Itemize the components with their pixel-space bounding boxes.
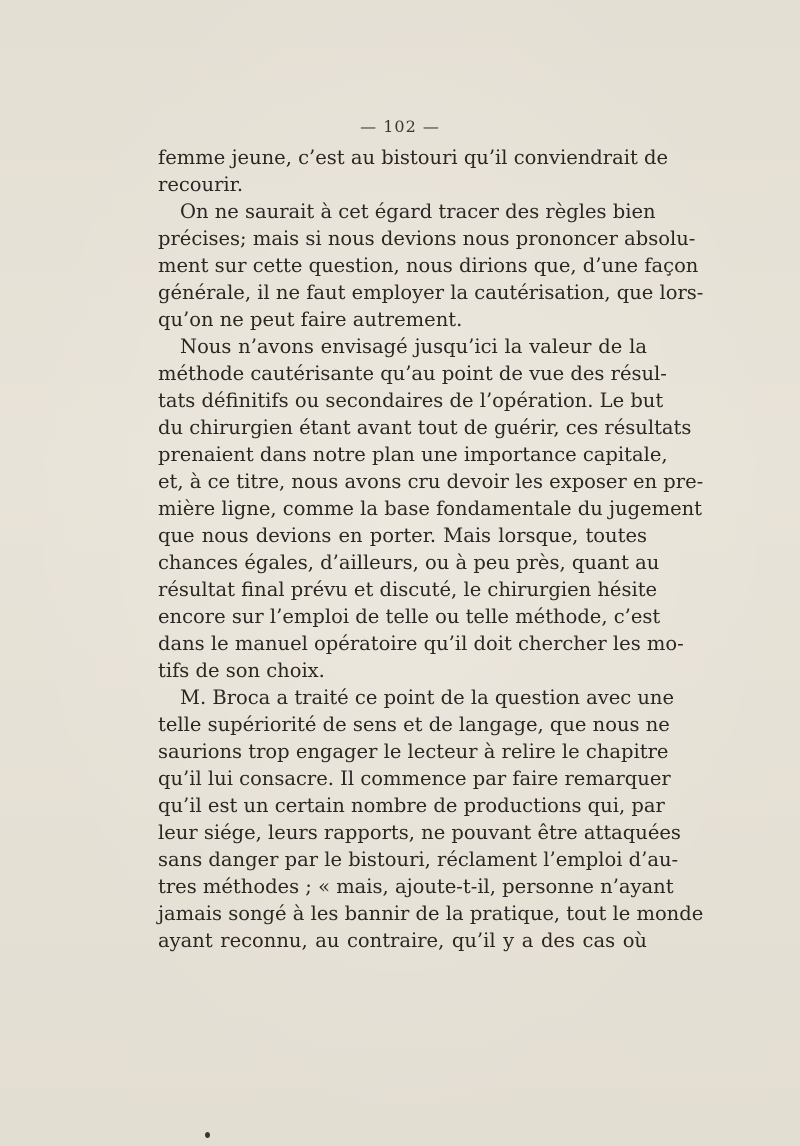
text-line: résultat final prévu et discuté, le chirurgien hésite [158, 578, 658, 601]
text-line: recourir. [158, 173, 244, 196]
text-line: M. Broca a traité ce point de la question avec une [180, 686, 675, 709]
text-line: chances égales, d’ailleurs, ou à peu près, quant au [158, 551, 660, 574]
text-line: mière ligne, comme la base fondamentale du jugement [158, 497, 703, 520]
ink-spot [205, 1132, 210, 1138]
text-line: méthode cautérisante qu’au point de vue des résul- [158, 362, 667, 385]
text-line: Nous n’avons envisagé jusqu’ici la valeur de la [180, 335, 647, 358]
text-line: dans le manuel opératoire qu’il doit chercher les mo- [158, 632, 684, 655]
text-line: prenaient dans notre plan une importance capitale, [158, 443, 668, 466]
text-line: femme jeune, c’est au bistouri qu’il conviendrait de [158, 146, 669, 169]
text-line: précises; mais si nous devions nous prononcer absolu- [158, 227, 696, 250]
body-text [158, 144, 704, 954]
text-line: que nous devions en porter. Mais lorsque, toutes [158, 524, 647, 547]
text-line: sans danger par le bistouri, réclament l’emploi d’au- [158, 848, 679, 871]
text-line: jamais songé à les bannir de la pratique, tout le monde [158, 902, 704, 925]
text-line: tres méthodes ; « mais, ajoute-t-il, personne n’ayant [158, 875, 674, 898]
text-line: ayant reconnu, au contraire, qu’il y a des cas où [158, 929, 647, 952]
text-line: tats définitifs ou secondaires de l’opération. Le but [158, 389, 664, 412]
text-line: encore sur l’emploi de telle ou telle méthode, c’est [158, 605, 661, 628]
text-line: tifs de son choix. [158, 659, 325, 682]
text-line: qu’il lui consacre. Il commence par faire remarquer [158, 767, 671, 790]
text-line: générale, il ne faut employer la cautérisation, que lors- [158, 281, 704, 304]
text-line: saurions trop engager le lecteur à relire le chapitre [158, 740, 669, 763]
text-line: du chirurgien étant avant tout de guérir, ces résultats [158, 416, 692, 439]
text-line: telle supériorité de sens et de langage, que nous ne [158, 713, 670, 736]
text-line: ment sur cette question, nous dirions que, d’une façon [158, 254, 699, 277]
text-line: qu’on ne peut faire autrement. [158, 308, 463, 331]
text-line: leur siége, leurs rapports, ne pouvant être attaquées [158, 821, 681, 844]
text-line: et, à ce titre, nous avons cru devoir les exposer en pre- [158, 470, 704, 493]
text-line: On ne saurait à cet égard tracer des règles bien [180, 200, 656, 223]
page-number: — 102 — [360, 117, 440, 136]
text-line: qu’il est un certain nombre de productions qui, par [158, 794, 665, 817]
